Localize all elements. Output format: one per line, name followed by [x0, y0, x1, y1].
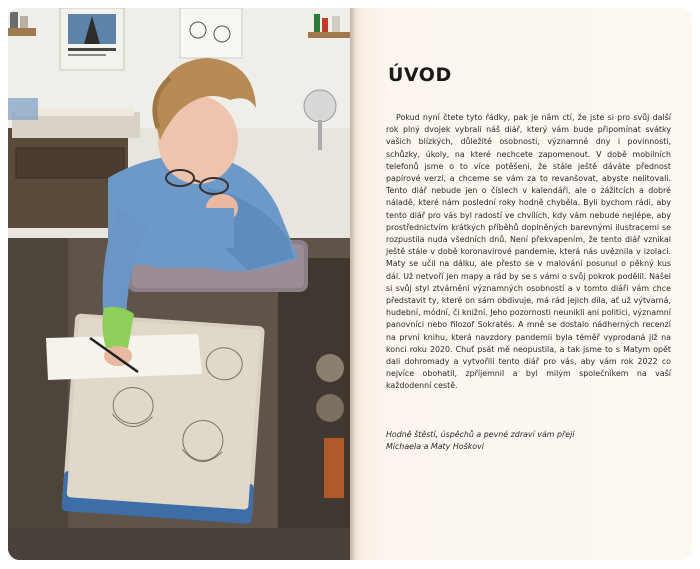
left-page-photo [8, 8, 350, 560]
page-title: ÚVOD [388, 64, 452, 86]
right-page [350, 8, 692, 560]
signoff-line-authors: Michaela a Maty Hoškovi [386, 442, 484, 452]
intro-body-text: Pokud nyní čtete tyto řádky, pak je nám ctí, že jste si pro svůj další rok plný dvojek vybrali náš diář, který vám bude připomínat svátky vašich blízkých, důležité osobnosti, významné dny i povinnosti, schůzky, úkoly, na které nechcete zapomenout. V době mobilních telefonů jsme o to více potěšeni, že stále ještě dáváte přednost papírové verzi, a chceme se vám za to revanšovat, abyste nelitovali. Tento diář nebude jen o číslech v kalendáři, ale o zážitcích a dobré náladě, které nám poslední roky hodně chyběla. Byli bychom rádi, aby tento diář pro vás byl radostí ve chvílích, kdy vám nebude nejlépe, aby prostřednictvím krátkých příběhů doplněných barevnými ilustracemi se rozpustila nuda všedních dnů. Není překvapením, že tento diář vznikal ještě stále v době koronavirové pandemie, která nás uvěznila v izolaci. Maty se učil na dálku, ale přesto se v malování posunul o pěkný kus dál. Už netvoří jen mapy a rád by se s vámi o svůj pokrok podělil. Našel si svůj styl ztvárnění významných osobností a v tomto diáři vám chce představit ty, které on sám obdivuje, má rád jejich díla, ať už výtvarná, hudební, módní, či knižní. Jeho pozornosti neunikli ani politici, významní panovníci nebo filozof Sokratés. A mně se dostalo nádherných recenzí na první knihu, která navzdory pandemii byla téměř vyprodaná již na konci roku 2020. Chuť psát mě neopustila, a tak jsme to s Matym opět dali dohromady a vytvořili tento diář pro vás, aby vám rok 2022 co nejvíce obohatil, zpříjemnil a byl milým společníkem na vaší každodenní cestě. [386, 113, 671, 391]
signoff-line-wishes: Hodně štěstí, úspěchů a pevné zdraví vám přejí [386, 430, 575, 439]
photo-boy-carving-linocut [8, 8, 350, 560]
gutter-shadow [350, 8, 356, 560]
signoff [386, 429, 671, 453]
